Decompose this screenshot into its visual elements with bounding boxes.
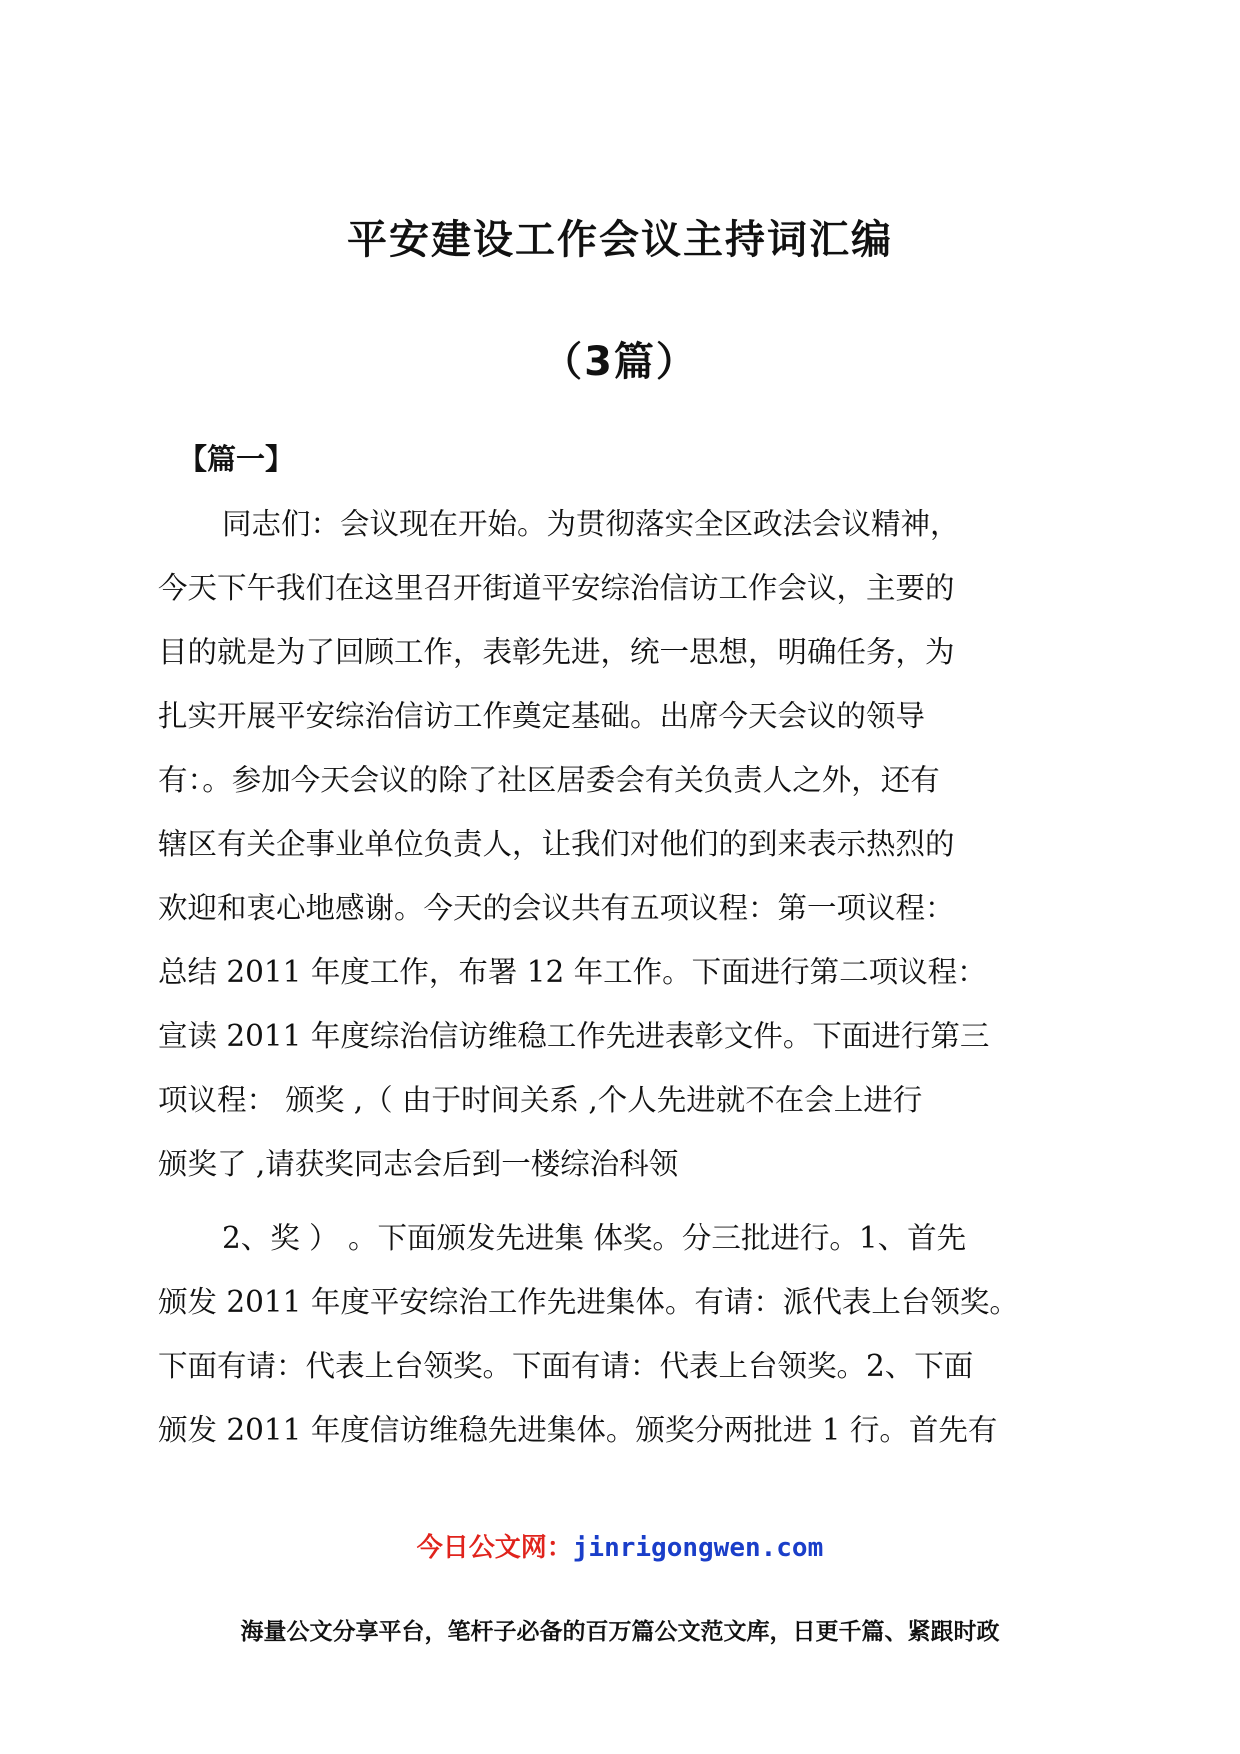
footer-site xyxy=(0,1527,1240,1564)
body-line: 总结 2011 年度工作，布署 12 年工作。下面进行第二项议程： xyxy=(158,955,987,989)
section-heading: 【篇一】 xyxy=(178,442,295,476)
body-line: 下面有请：代表上台领奖。下面有请：代表上台领奖。2、下面 xyxy=(158,1349,974,1383)
body-line: 今天下午我们在这里召开街道平安综治信访工作会议，主要的 xyxy=(158,571,955,605)
footer-site-label: 今日公文网： xyxy=(416,1533,573,1563)
footer-site-url[interactable]: jinrigongwen.com xyxy=(572,1533,824,1563)
body-line: 扎实开展平安综治信访工作奠定基础。出席今天会议的领导 xyxy=(158,699,926,733)
body-line: 辖区有关企事业单位负责人，让我们对他们的到来表示热烈的 xyxy=(158,827,955,861)
footer-slogan: 海量公文分享平台，笔杆子必备的百万篇公文范文库，日更千篇、紧跟时政 xyxy=(240,1619,1000,1645)
document-subtitle: （3篇） xyxy=(542,339,698,385)
body-line: 欢迎和衷心地感谢。今天的会议共有五项议程：第一项议程： xyxy=(158,891,955,925)
body-line: 同志们：会议现在开始。为贯彻落实全区政法会议精神， xyxy=(222,507,960,541)
body-line: 颁发 2011 年度信访维稳先进集体。颁奖分两批进 1 行。首先有 xyxy=(158,1413,998,1447)
document-title: 平安建设工作会议主持词汇编 xyxy=(347,217,893,263)
body-line: 颁发 2011 年度平安综治工作先进集体。有请：派代表上台领奖。 xyxy=(158,1285,1019,1319)
body-line: 目的就是为了回顾工作，表彰先进，统一思想，明确任务，为 xyxy=(158,635,955,669)
body-line: 宣读 2011 年度综治信访维稳工作先进表彰文件。下面进行第三 xyxy=(158,1019,990,1053)
body-line: 颁奖了 ,请获奖同志会后到一楼综治科领 xyxy=(158,1147,679,1181)
body-line: 项议程： 颁奖 ,（ 由于时间关系 ,个人先进就不在会上进行 xyxy=(158,1083,923,1117)
body-line: 有：。参加今天会议的除了社区居委会有关负责人之外，还有 xyxy=(158,763,940,797)
body-line: 2、奖 ） 。下面颁发先进集 体奖。分三批进行。1、首先 xyxy=(222,1221,967,1255)
